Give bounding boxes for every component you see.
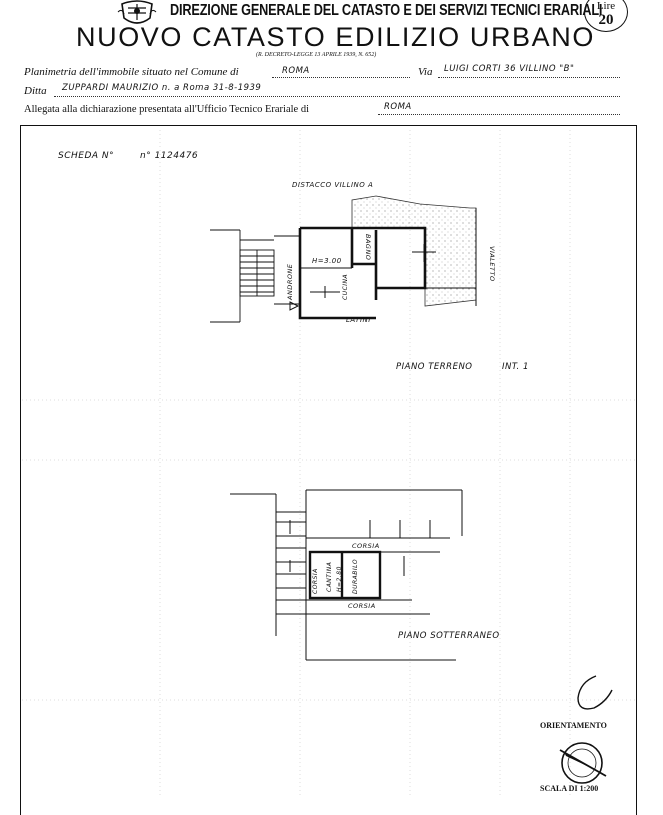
corsia-left-label: CORSIA <box>312 568 319 594</box>
latini-label: LATINI <box>346 316 371 324</box>
comune-value: ROMA <box>282 66 310 76</box>
vialetto-label: VIALETTO <box>488 246 496 282</box>
cantina-height-label: H=2.80 <box>336 566 343 592</box>
planimetria-label: Planimetria dell'immobile situato nel Comune di <box>24 66 239 78</box>
document-title: NUOVO CATASTO EDILIZIO URBANO <box>76 22 595 52</box>
corsia-top-label: CORSIA <box>352 542 380 550</box>
bagno-label: BAGNO <box>364 234 372 261</box>
paper-grid <box>22 130 636 795</box>
ufficio-value: ROMA <box>384 102 412 112</box>
distacco-label: DISTACCO VILLINO A <box>292 181 374 189</box>
stamp-currency: Lire <box>596 0 616 12</box>
allegata-label: Allegata alla dichiarazione presentata all'Ufficio Tecnico Erariale di <box>24 104 310 115</box>
ditta-value: ZUPPARDI MAURIZIO n. a Roma 31-8-1939 <box>62 83 262 93</box>
cucina-label: CUCINA <box>342 273 349 300</box>
via-label: Via <box>418 66 433 78</box>
interno-label: INT. 1 <box>502 362 529 372</box>
orientamento-label: ORIENTAMENTO <box>540 721 607 730</box>
androne-label: ANDRONE <box>286 263 294 300</box>
agency-name: DIREZIONE GENERALE DEL CATASTO E DEI SERVIZI TECNICI ERARIALI <box>170 2 603 19</box>
scheda-number: n° 1124476 <box>140 151 199 161</box>
stamp-value: 20 <box>598 12 614 28</box>
piano-terreno-label: PIANO TERRENO <box>396 362 473 372</box>
cantina-label: CANTINA <box>326 561 333 592</box>
height-label: H=3.00 <box>312 257 342 265</box>
scheda-label: SCHEDA N° <box>58 151 115 161</box>
via-value: LUIGI CORTI 36 VILLINO "B" <box>444 64 575 74</box>
signature-mark <box>578 676 612 709</box>
corsia-bottom-label: CORSIA <box>348 602 376 610</box>
durabilo-label: DURABILO <box>352 558 359 594</box>
piano-sotterraneo-label: PIANO SOTTERRANEO <box>398 631 500 641</box>
orientation-compass-icon <box>560 743 606 783</box>
ground-floor-plan <box>210 196 476 322</box>
decree-reference: (R. DECRETO-LEGGE 13 APRILE 1939, N. 652) <box>256 52 377 58</box>
scale-label: SCALA DI 1:200 <box>540 784 599 793</box>
ditta-label: Ditta <box>24 85 47 97</box>
